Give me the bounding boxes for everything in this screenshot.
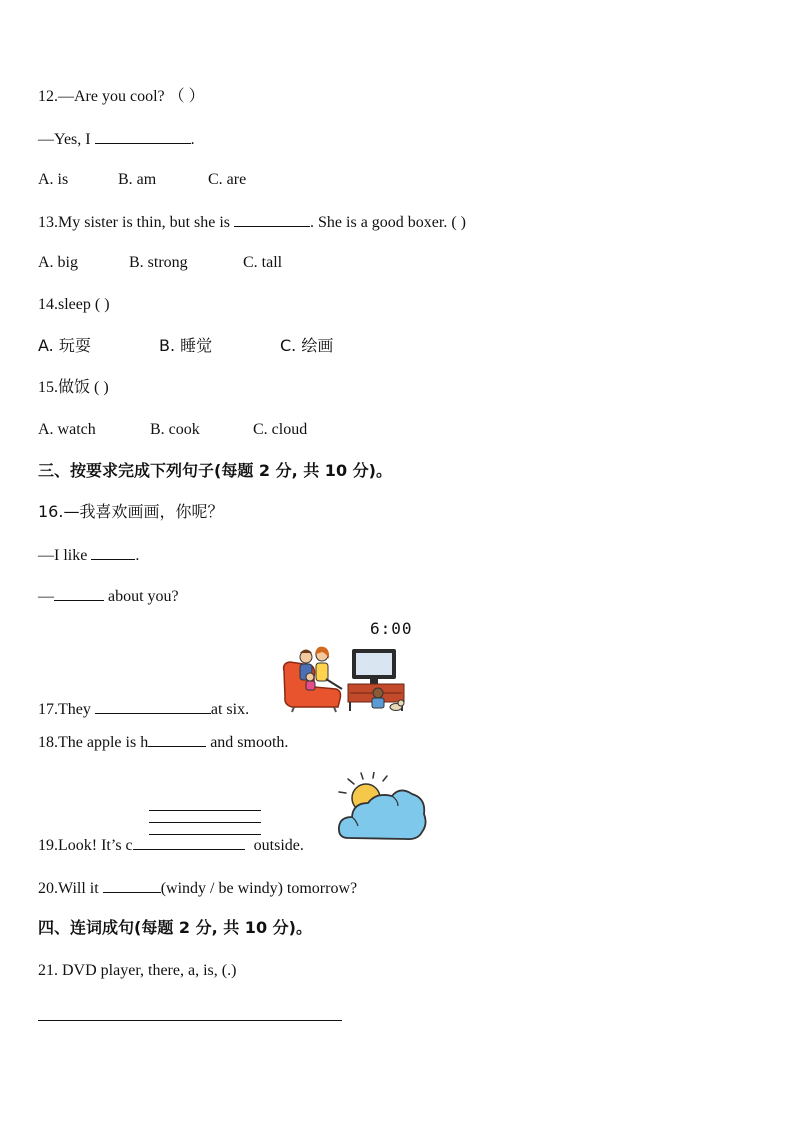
q21-answer-line[interactable] [38,1020,342,1021]
q13-blank[interactable] [234,212,310,227]
q14-question: 14.sleep ( ) [38,296,110,313]
q19-prefix: 19.Look! It’s c [38,837,133,854]
q17-prefix: 17.They [38,701,91,718]
q16-line1-suffix: . [135,547,140,564]
q15-option-c[interactable]: C. cloud [253,421,308,438]
q16-question: 16.—我喜欢画画，你呢？ [38,502,224,521]
q14-question-line [38,295,110,315]
q14-option-c[interactable]: C. 绘画 [280,336,334,355]
q13-options [38,253,282,273]
q12-answer-line [38,129,195,150]
q18-line [38,732,288,753]
q16-line2-prefix: — [38,588,54,605]
family-watching-tv-icon [280,643,410,713]
q17-suffix: at six. [210,701,250,718]
q13-option-a[interactable]: A. big [38,254,78,271]
q12-answer-prefix: —Yes, I [38,131,91,148]
q13-option-b[interactable]: B. strong [129,254,188,271]
q12-option-b[interactable]: B. am [118,171,157,188]
q12-option-c[interactable]: C. are [208,171,247,188]
q16-blank-1[interactable] [91,545,135,560]
q20-suffix: (windy / be windy) tomorrow? [160,880,358,897]
q14-options [38,336,333,356]
sun-behind-cloud-icon [336,772,430,850]
q15-question-line [38,378,109,398]
q12-question-line [38,87,205,107]
q19-writing-line-1[interactable] [149,810,261,811]
q13-prefix: 13.My sister is thin, but she is [38,214,231,231]
q12-answer-blank[interactable] [95,129,191,144]
q20-prefix: 20.Will it [38,880,99,897]
q15-option-a[interactable]: A. watch [38,421,96,438]
q19-suffix: outside. [253,837,304,854]
q13-option-c[interactable]: C. tall [243,254,283,271]
q20-line [38,878,357,899]
q12-question: 12.—Are you cool? [38,88,165,105]
q13-question-line [38,212,466,233]
q19-writing-line-2[interactable] [149,822,261,823]
q21-question: 21. DVD player, there, a, is, (.) [38,962,237,979]
q16-line-1 [38,545,139,566]
section-3-title: 三、按要求完成下列句子(每题 2 分, 共 10 分)。 [38,461,392,480]
q18-prefix: 18.The apple is h [38,734,149,751]
q12-option-a[interactable]: A. is [38,171,69,188]
section-4-title: 四、连词成句(每题 2 分, 共 10 分)。 [38,918,312,937]
q17-blank[interactable] [95,699,211,714]
q16-line1-prefix: —I like [38,547,88,564]
q20-blank[interactable] [103,878,161,893]
q16-line-2 [38,586,179,607]
q14-option-a[interactable]: A. 玩耍 [38,336,91,355]
clock-time-label: 6:00 [370,619,413,638]
q15-question: 15.做饭 ( ) [38,379,109,396]
q12-options [38,170,246,190]
q12-answer-suffix: . [190,131,195,148]
q16-blank-2[interactable] [54,586,104,601]
q19-blank[interactable] [133,835,245,850]
q17-line [38,699,249,720]
q14-option-b[interactable]: B. 睡觉 [159,336,213,355]
q13-suffix: . She is a good boxer. ( ) [310,214,466,231]
q12-answer-paren[interactable]: （ ） [168,88,205,105]
q18-blank[interactable] [148,732,206,747]
q19-line [38,835,304,856]
q18-suffix: and smooth. [210,734,289,751]
q16-line2-suffix: about you? [108,588,179,605]
q15-option-b[interactable]: B. cook [150,421,200,438]
q15-options [38,420,307,440]
